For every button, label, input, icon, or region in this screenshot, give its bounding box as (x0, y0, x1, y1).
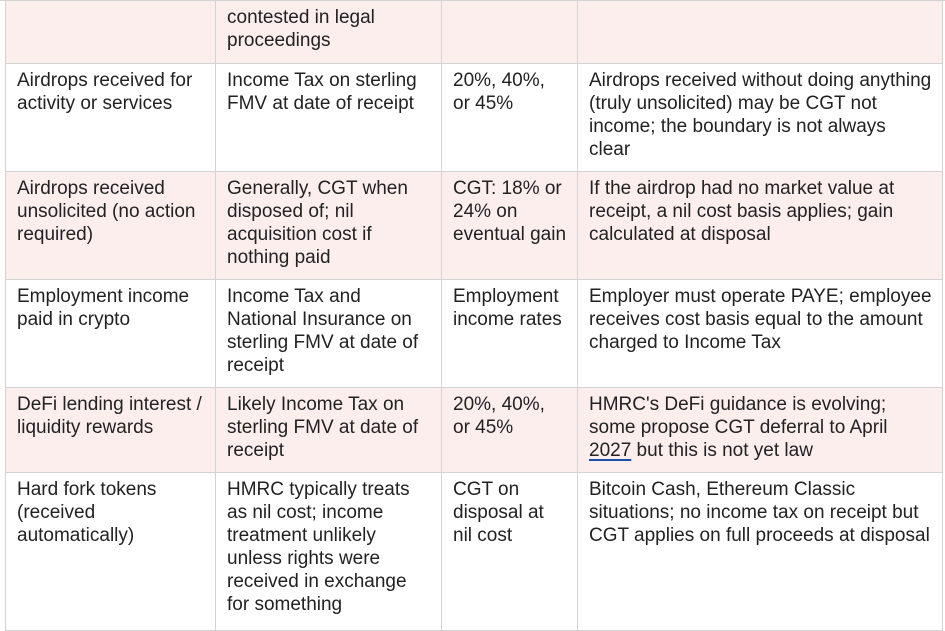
notes-text: If the airdrop had no market value at receipt, a nil cost basis applies; gain calculated at disposal (589, 178, 895, 245)
table-row (6, 388, 943, 473)
table-row (6, 172, 943, 280)
rate-cell: CGT on disposal at nil cost (442, 473, 578, 631)
rate-cell: Employment income rates (442, 280, 578, 388)
crypto-tax-table (5, 0, 943, 631)
notes-cell (578, 64, 943, 172)
notes-text-tail: but this is not yet law (631, 440, 813, 461)
activity-cell: Employment income paid in crypto (6, 280, 216, 388)
activity-cell: DeFi lending interest / liquidity rewards (6, 388, 216, 473)
table-row (6, 64, 943, 172)
notes-cell (578, 280, 943, 388)
notes-cell (578, 172, 943, 280)
notes-cell (578, 388, 943, 473)
notes-cell (578, 473, 943, 631)
rate-cell: 20%, 40%, or 45% (442, 388, 578, 473)
notes-text: Bitcoin Cash, Ethereum Classic situations; no income tax on receipt but CGT applies on full proceeds at disposal (589, 479, 930, 546)
rate-cell (442, 1, 578, 64)
activity-cell: Airdrops received unsolicited (no action required) (6, 172, 216, 280)
activity-cell: Airdrops received for activity or services (6, 64, 216, 172)
table-row (6, 1, 943, 64)
treatment-cell: Income Tax on sterling FMV at date of receipt (216, 64, 442, 172)
notes-text: Airdrops received without doing anything (truly unsolicited) may be CGT not income; the boundary is not always clear (589, 70, 932, 160)
treatment-cell: HMRC typically treats as nil cost; income treatment unlikely unless rights were received in exchange for something (216, 473, 442, 631)
activity-cell (6, 1, 216, 64)
table-row (6, 280, 943, 388)
notes-text: Employer must operate PAYE; employee receives cost basis equal to the amount charged to Income Tax (589, 286, 932, 353)
activity-cell: Hard fork tokens (received automatically) (6, 473, 216, 631)
table-row (6, 473, 943, 631)
rate-cell: CGT: 18% or 24% on eventual gain (442, 172, 578, 280)
treatment-cell: Income Tax and National Insurance on sterling FMV at date of receipt (216, 280, 442, 388)
treatment-cell: Likely Income Tax on sterling FMV at date of receipt (216, 388, 442, 473)
year-2027-link[interactable]: 2027 (589, 440, 632, 461)
rate-cell: 20%, 40%, or 45% (442, 64, 578, 172)
notes-cell (578, 1, 943, 64)
treatment-cell: Generally, CGT when disposed of; nil acquisition cost if nothing paid (216, 172, 442, 280)
treatment-cell: contested in legal proceedings (216, 1, 442, 64)
crypto-tax-table-container (5, 0, 942, 631)
table-body (6, 1, 943, 631)
notes-text: HMRC's DeFi guidance is evolving; some propose CGT deferral to April (589, 394, 888, 438)
